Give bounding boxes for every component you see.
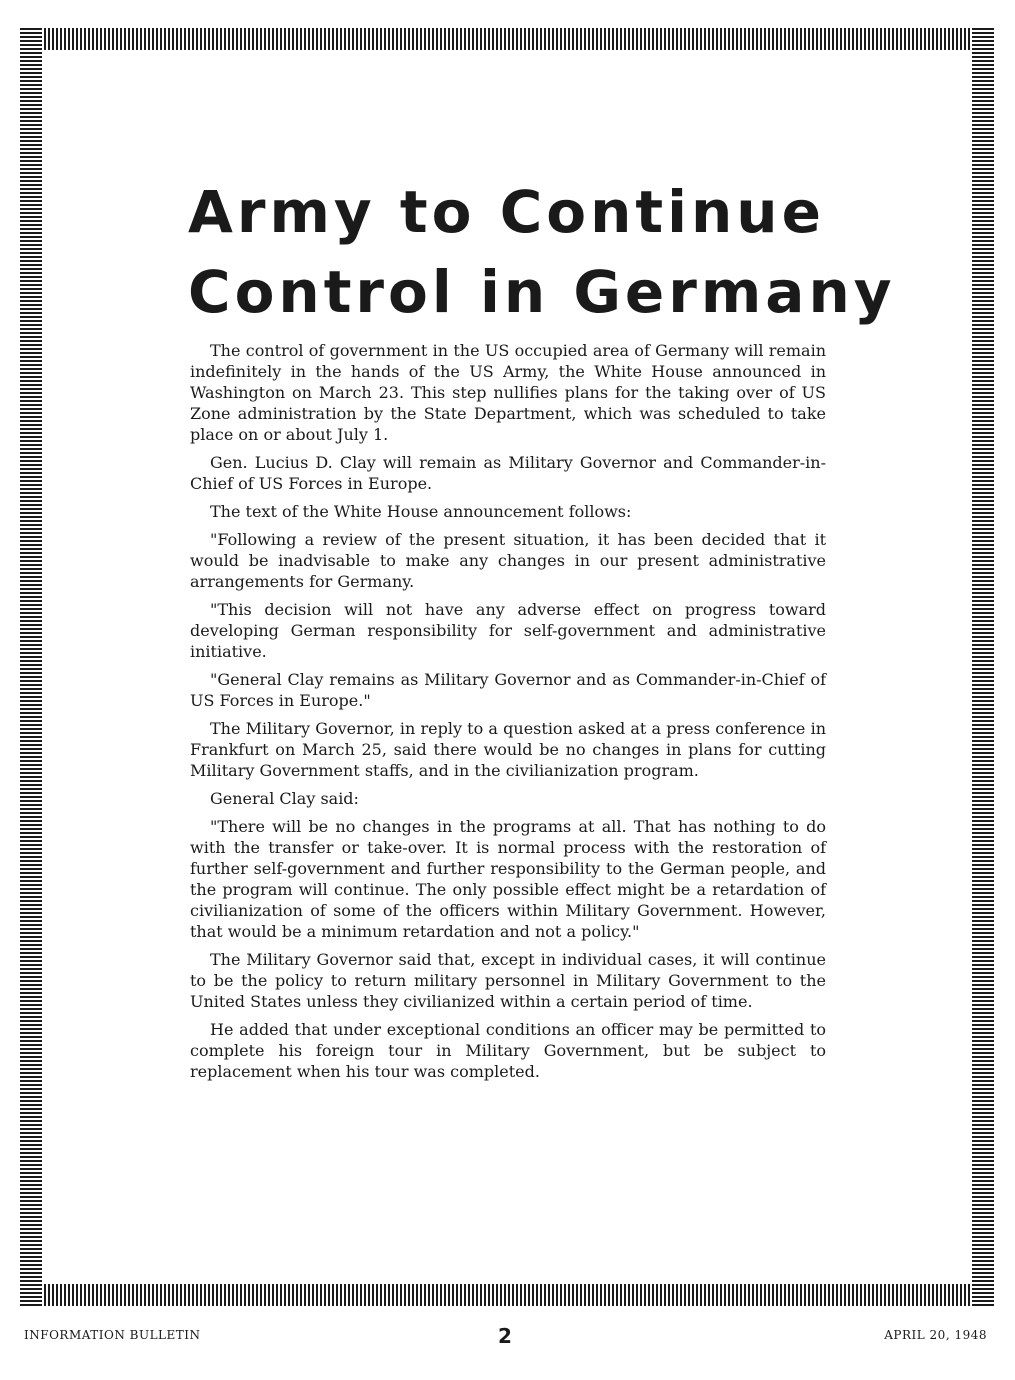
paragraph: The Military Governor, in reply to a question asked at a press conference in Frankfurt on March 25, said there would be no changes in plans for cutting Military Government staffs, and in the civilianization program. — [190, 719, 826, 780]
paragraph: The Military Governor said that, except in individual cases, it will continue to be the policy to return military personnel in Military Government to the United States unless they civilianized within a certain period of time. — [190, 950, 826, 1011]
border-bottom — [20, 1284, 994, 1306]
headline-line-2: Control in Germany — [188, 258, 896, 326]
page-footer — [0, 1322, 1015, 1352]
page-number: 2 — [498, 1324, 512, 1348]
paragraph: The text of the White House announcement follows: — [210, 502, 632, 521]
paragraph: The control of government in the US occupied area of Germany will remain indefinitely in the hands of the US Army, the White House announced in Washington on March 23. This step nullifies plans for the taking over of US Zone administration by the State Department, which was scheduled to take place on or about July 1. — [190, 341, 826, 444]
headline-line-1: Army to Continue — [188, 178, 825, 246]
border-top — [20, 28, 994, 50]
paragraph: Gen. Lucius D. Clay will remain as Military Governor and Commander-in-Chief of US Forces in Europe. — [190, 453, 826, 493]
border-right — [972, 28, 994, 1306]
paragraph: General Clay said: — [210, 789, 359, 808]
issue-date: APRIL 20, 1948 — [884, 1328, 987, 1342]
article-headline — [188, 172, 896, 332]
publication-name: INFORMATION BULLETIN — [24, 1328, 201, 1342]
border-left — [20, 28, 42, 1306]
paragraph: "There will be no changes in the programs at all. That has nothing to do with the transfer or take-over. It is normal process with the restoration of further self-government and further responsibility to the German people, and the program will continue. The only possible effect might be a retardation of civilianization of some of the officers within Military Government. However, that would be a minimum retardation and not a policy." — [190, 817, 826, 941]
paragraph: He added that under exceptional conditions an officer may be permitted to complete his foreign tour in Military Government, but be subject to replacement when his tour was completed. — [190, 1020, 826, 1081]
paragraph: "General Clay remains as Military Governor and as Commander-in-Chief of US Forces in Europe." — [190, 670, 826, 710]
article-body — [190, 340, 826, 1089]
paragraph: "Following a review of the present situation, it has been decided that it would be inadvisable to make any changes in our present administrative arrangements for Germany. — [190, 530, 826, 591]
paragraph: "This decision will not have any adverse effect on progress toward developing German responsibility for self-government and administrative initiative. — [190, 600, 826, 661]
